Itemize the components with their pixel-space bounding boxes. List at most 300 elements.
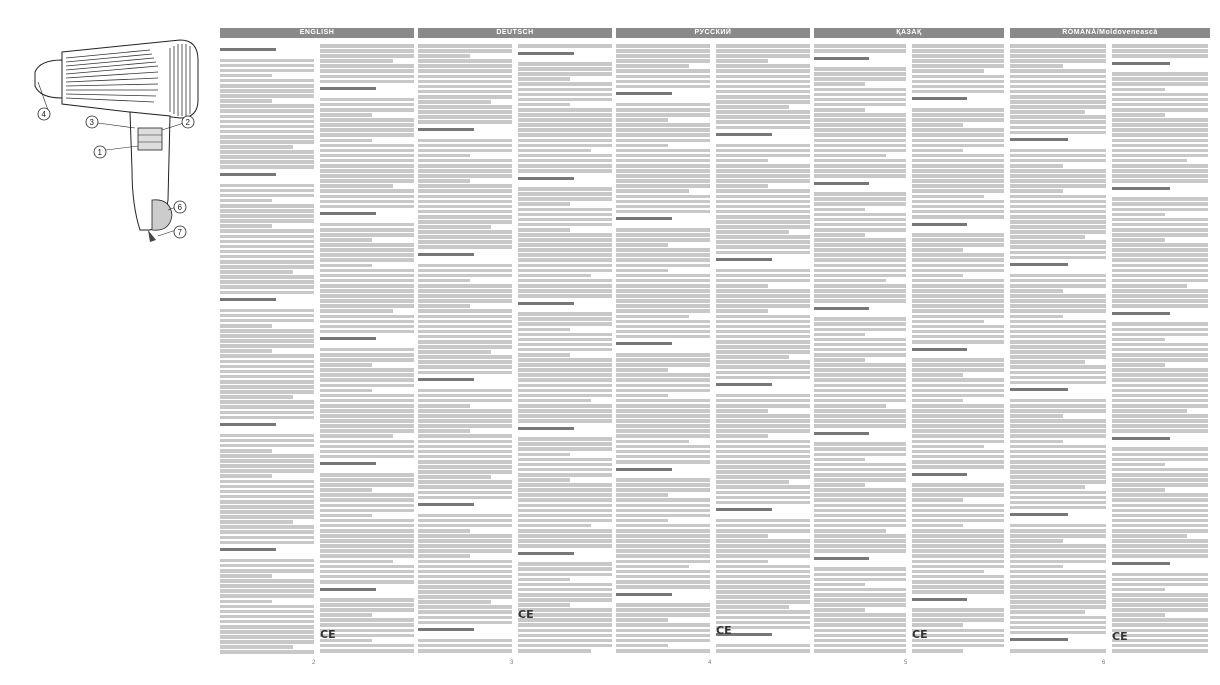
text-line: [616, 580, 710, 584]
text-line: [518, 453, 570, 457]
text-line: [1112, 539, 1208, 543]
text-line: [320, 189, 414, 193]
text-line: [814, 514, 906, 518]
text-line: [1112, 82, 1208, 86]
text-line: [814, 509, 906, 513]
ce-mark: CE: [1112, 630, 1128, 643]
text-line: [1112, 429, 1208, 433]
text-line: [220, 79, 314, 83]
text-line: [1010, 455, 1106, 459]
text-line: [1112, 54, 1208, 58]
text-line: [518, 514, 612, 518]
text-line: [616, 325, 710, 329]
text-line: [1112, 118, 1208, 122]
text-line: [1112, 348, 1208, 352]
text-line: [716, 85, 810, 89]
text-line: [1010, 115, 1106, 119]
text-line: [814, 213, 906, 217]
text-line: [518, 223, 612, 227]
text-line: [1112, 399, 1208, 403]
text-line: [418, 600, 491, 604]
text-line: [1010, 69, 1106, 73]
text-line: [518, 573, 612, 577]
text-line: [220, 339, 314, 343]
text-line: [814, 233, 865, 237]
text-line: [616, 103, 710, 107]
text-line: [518, 333, 612, 337]
text-line: [616, 570, 710, 574]
text-line: [814, 613, 906, 617]
text-line: [418, 44, 512, 48]
text-line: [912, 223, 967, 226]
text-line: [320, 284, 414, 288]
text-line: [912, 189, 1004, 193]
text-line: [220, 173, 276, 176]
text-line: [1112, 72, 1208, 76]
text-line: [814, 447, 906, 451]
text-line: [1010, 309, 1106, 313]
text-line: [320, 113, 372, 117]
text-column: [418, 44, 512, 668]
text-line: [912, 618, 1004, 622]
text-line: [220, 209, 314, 213]
text-line: [220, 416, 314, 420]
text-line: [616, 554, 710, 558]
text-line: [1112, 373, 1208, 377]
text-line: [912, 210, 1004, 214]
text-line: [716, 610, 810, 614]
text-line: [320, 69, 414, 73]
text-line: [418, 605, 512, 609]
text-line: [220, 515, 314, 519]
text-line: [320, 59, 393, 63]
text-line: [518, 302, 574, 305]
text-line: [320, 603, 414, 607]
text-line: [1112, 424, 1208, 428]
text-line: [716, 465, 810, 469]
text-line: [1010, 404, 1106, 408]
text-line: [220, 204, 314, 208]
text-line: [1010, 610, 1085, 614]
text-line: [912, 243, 1004, 247]
text-line: [912, 445, 984, 449]
text-line: [220, 548, 276, 551]
text-line: [912, 590, 1004, 594]
text-line: [716, 289, 810, 293]
text-line: [518, 113, 612, 117]
text-line: [1010, 179, 1106, 183]
text-line: [1010, 131, 1106, 135]
text-line: [220, 510, 314, 514]
text-line: [518, 243, 612, 247]
text-line: [616, 549, 710, 553]
text-line: [616, 504, 710, 508]
text-line: [518, 44, 612, 48]
text-line: [518, 202, 570, 206]
text-line: [220, 349, 272, 353]
text-line: [518, 317, 612, 321]
text-line: [1010, 549, 1106, 553]
text-line: [1010, 424, 1106, 428]
text-line: [518, 128, 612, 132]
text-line: [220, 250, 314, 254]
text-line: [616, 54, 710, 58]
text-line: [1112, 534, 1187, 538]
text-line: [320, 580, 414, 584]
text-line: [1112, 164, 1208, 168]
text-line: [912, 534, 1004, 538]
text-line: [220, 184, 314, 188]
text-line: [814, 432, 869, 435]
text-line: [716, 360, 810, 364]
text-line: [320, 179, 414, 183]
text-line: [1010, 320, 1106, 324]
text-line: [418, 320, 512, 324]
text-line: [912, 258, 1004, 262]
text-line: [220, 194, 314, 198]
text-line: [418, 69, 512, 73]
text-line: [616, 368, 668, 372]
text-line: [418, 649, 512, 653]
text-line: [912, 269, 1004, 273]
text-line: [518, 338, 612, 342]
text-line: [220, 270, 293, 274]
text-line: [814, 139, 906, 143]
text-line: [418, 414, 512, 418]
text-line: [616, 200, 710, 204]
text-line: [220, 165, 314, 169]
text-line: [220, 500, 314, 504]
text-line: [220, 454, 314, 458]
text-line: [220, 650, 314, 654]
text-line: [320, 618, 414, 622]
panel-english: [220, 28, 414, 668]
text-line: [220, 464, 314, 468]
text-line: [912, 580, 1004, 584]
text-line: [912, 64, 1004, 68]
text-line: [418, 404, 470, 408]
text-line: [616, 460, 710, 464]
text-line: [320, 514, 372, 518]
text-line: [1112, 498, 1208, 502]
text-line: [1112, 228, 1208, 232]
text-line: [518, 603, 570, 607]
text-line: [518, 468, 612, 472]
text-line: [320, 488, 372, 492]
text-line: [1010, 205, 1106, 209]
text-line: [320, 414, 414, 418]
text-line: [418, 534, 512, 538]
text-line: [1112, 573, 1208, 577]
text-line: [1010, 138, 1068, 141]
page-number: 3: [510, 660, 514, 666]
text-line: [912, 539, 1004, 543]
text-line: [716, 544, 810, 548]
text-line: [1112, 197, 1208, 201]
text-line: [716, 110, 810, 114]
text-line: [1010, 294, 1106, 298]
text-line: [1112, 649, 1208, 653]
text-line: [716, 304, 810, 308]
text-line: [518, 529, 612, 533]
text-line: [912, 493, 1004, 497]
text-line: [716, 419, 810, 423]
text-line: [418, 149, 512, 153]
text-line: [1010, 600, 1106, 604]
text-line: [1112, 223, 1208, 227]
text-line: [616, 429, 710, 433]
text-line: [912, 179, 1004, 183]
text-line: [518, 404, 612, 408]
text-line: [418, 189, 512, 193]
text-line: [1112, 358, 1208, 362]
text-line: [518, 248, 612, 252]
text-line: [814, 414, 906, 418]
text-line: [320, 539, 414, 543]
text-line: [814, 144, 906, 148]
text-line: [1010, 164, 1063, 168]
text-line: [320, 384, 414, 388]
text-line: [418, 309, 512, 313]
text-line: [1010, 501, 1106, 505]
text-line: [716, 409, 768, 413]
text-line: [220, 235, 314, 239]
text-line: [1112, 338, 1165, 342]
text-line: [912, 330, 1004, 334]
text-line: [1010, 399, 1106, 403]
text-line: [418, 59, 512, 63]
text-line: [1010, 575, 1106, 579]
text-line: [320, 440, 414, 444]
text-line: [320, 337, 376, 340]
text-line: [1010, 220, 1106, 224]
text-line: [1112, 593, 1208, 597]
text-line: [616, 248, 710, 252]
text-line: [912, 184, 1004, 188]
text-line: [716, 355, 789, 359]
text-line: [1112, 233, 1208, 237]
text-line: [1112, 613, 1165, 617]
text-line: [518, 197, 612, 201]
text-line: [814, 253, 906, 257]
text-line: [912, 205, 1004, 209]
text-line: [320, 289, 414, 293]
text-line: [518, 98, 612, 102]
text-line: [716, 269, 810, 273]
ce-mark: CE: [518, 608, 534, 621]
text-line: [220, 375, 314, 379]
text-line: [616, 205, 710, 209]
text-line: [814, 618, 906, 622]
text-line: [912, 440, 1004, 444]
text-line: [616, 159, 710, 163]
text-line: [220, 48, 276, 51]
text-line: [518, 483, 612, 487]
text-line: [320, 103, 414, 107]
text-line: [518, 187, 612, 191]
text-line: [320, 445, 414, 449]
text-line: [1010, 189, 1063, 193]
text-line: [1112, 202, 1208, 206]
callout-6: 6: [177, 203, 182, 212]
text-line: [320, 223, 414, 227]
text-line: [716, 69, 810, 73]
text-line: [1112, 238, 1165, 242]
text-line: [518, 583, 612, 587]
text-line: [616, 264, 710, 268]
text-line: [220, 189, 314, 193]
text-line: [912, 133, 1004, 137]
text-line: [320, 424, 414, 428]
text-line: [616, 128, 710, 132]
text-line: [814, 67, 906, 71]
text-line: [716, 529, 810, 533]
text-line: [418, 269, 512, 273]
text-line: [616, 238, 710, 242]
text-line: [220, 370, 314, 374]
text-line: [1112, 598, 1208, 602]
text-line: [716, 616, 810, 620]
text-line: [220, 150, 314, 154]
text-line: [1112, 368, 1208, 372]
text-line: [418, 434, 512, 438]
text-line: [616, 363, 710, 367]
text-line: [518, 103, 570, 107]
text-line: [814, 49, 906, 53]
text-line: [912, 455, 1004, 459]
text-line: [220, 155, 314, 159]
text-line: [1010, 215, 1106, 219]
text-line: [716, 258, 772, 261]
text-line: [418, 169, 512, 173]
text-line: [912, 294, 1004, 298]
text-line: [320, 478, 414, 482]
text-line: [320, 184, 393, 188]
text-line: [1010, 355, 1106, 359]
text-line: [616, 394, 668, 398]
text-line: [220, 99, 272, 103]
text-line: [518, 93, 612, 97]
text-line: [616, 80, 710, 84]
text-line: [616, 483, 710, 487]
text-line: [814, 93, 906, 97]
text-line: [616, 519, 668, 523]
text-line: [1010, 544, 1106, 548]
text-line: [616, 384, 710, 388]
text-line: [418, 235, 512, 239]
text-line: [1010, 251, 1106, 255]
text-line: [1112, 394, 1208, 398]
text-line: [1010, 90, 1106, 94]
text-line: [912, 473, 967, 476]
text-line: [418, 529, 470, 533]
text-line: [1010, 335, 1106, 339]
text-column: [616, 44, 710, 668]
text-line: [814, 274, 906, 278]
text-line: [320, 623, 414, 627]
text-line: [912, 358, 1004, 362]
text-line: [716, 215, 810, 219]
text-line: [418, 429, 470, 433]
text-line: [518, 458, 612, 462]
panel-title: ENGLISH: [220, 28, 414, 38]
text-line: [418, 475, 491, 479]
text-line: [716, 590, 810, 594]
text-line: [220, 245, 314, 249]
text-line: [418, 240, 512, 244]
text-line: [518, 414, 612, 418]
text-line: [616, 49, 710, 53]
text-line: [220, 135, 314, 139]
text-line: [220, 559, 314, 563]
text-line: [1112, 139, 1208, 143]
text-line: [320, 363, 372, 367]
text-line: [1112, 363, 1165, 367]
text-line: [518, 133, 612, 137]
text-line: [320, 348, 414, 352]
text-line: [220, 145, 293, 149]
text-line: [814, 524, 906, 528]
text-line: [320, 243, 414, 247]
text-line: [518, 394, 612, 398]
text-line: [518, 294, 612, 298]
text-line: [518, 399, 591, 403]
text-line: [1010, 289, 1063, 293]
text-line: [518, 634, 612, 638]
text-line: [912, 200, 1004, 204]
text-line: [716, 240, 810, 244]
text-line: [220, 530, 314, 534]
text-line: [418, 184, 512, 188]
text-line: [716, 90, 810, 94]
text-line: [1010, 496, 1106, 500]
text-line: [716, 644, 810, 648]
text-line: [220, 405, 314, 409]
text-line: [220, 199, 272, 203]
text-line: [616, 210, 710, 214]
text-line: [1112, 154, 1208, 158]
text-line: [912, 450, 1004, 454]
text-line: [418, 419, 512, 423]
text-line: [814, 549, 906, 553]
text-line: [616, 342, 672, 345]
text-line: [814, 424, 906, 428]
callout-2: 2: [185, 118, 190, 127]
text-line: [716, 279, 810, 283]
text-line: [418, 465, 512, 469]
text-line: [320, 304, 414, 308]
text-line: [320, 419, 414, 423]
text-line: [518, 539, 612, 543]
text-line: [814, 623, 906, 627]
text-line: [716, 460, 810, 464]
text-line: [518, 353, 570, 357]
text-line: [616, 593, 672, 596]
text-line: [418, 628, 474, 631]
text-line: [220, 214, 314, 218]
text-line: [320, 588, 376, 591]
text-column: [1112, 44, 1208, 668]
panel-title: РУССКИЙ: [616, 28, 810, 38]
text-line: [616, 399, 710, 403]
text-line: [1112, 98, 1208, 102]
text-line: [1010, 570, 1106, 574]
text-line: [320, 450, 414, 454]
text-line: [814, 238, 906, 242]
text-line: [1010, 169, 1106, 173]
text-line: [912, 378, 1004, 382]
text-line: [912, 238, 1004, 242]
